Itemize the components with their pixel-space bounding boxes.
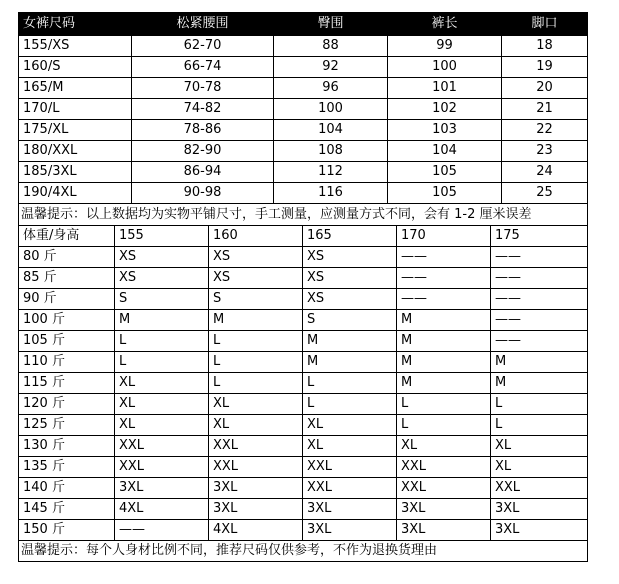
measurement-cell: 103 (388, 120, 502, 141)
recommended-size-cell: 4XL (209, 520, 303, 541)
recommended-size-cell: M (491, 373, 588, 394)
recommended-size-cell: L (491, 394, 588, 415)
size-label-cell: 190/4XL (19, 183, 132, 204)
fit-table-header-cell: 170 (397, 226, 491, 247)
table-row (19, 289, 588, 310)
recommended-size-cell: XXL (303, 457, 397, 478)
weight-label-cell: 100 斤 (19, 310, 115, 331)
table-row (19, 99, 588, 120)
weight-label-cell: 140 斤 (19, 478, 115, 499)
fit-table-header-cell: 155 (115, 226, 209, 247)
recommended-size-cell: XXL (397, 457, 491, 478)
recommended-size-cell: —— (397, 268, 491, 289)
measurement-cell: 104 (274, 120, 388, 141)
table-row (19, 36, 588, 57)
measurement-cell: 74-82 (132, 99, 274, 120)
table-row (19, 247, 588, 268)
size-table-header (19, 13, 588, 36)
recommended-size-cell: L (397, 394, 491, 415)
size-table-header-cell: 裤长 (388, 13, 502, 36)
weight-label-cell: 115 斤 (19, 373, 115, 394)
measurement-cell: 105 (388, 183, 502, 204)
size-table-header-cell: 女裤尺码 (19, 13, 132, 36)
recommended-size-cell: L (209, 352, 303, 373)
measurement-cell: 112 (274, 162, 388, 183)
recommended-size-cell: XL (115, 415, 209, 436)
measurement-cell: 116 (274, 183, 388, 204)
recommended-size-cell: M (303, 352, 397, 373)
size-table-header-cell: 松紧腰围 (132, 13, 274, 36)
recommended-size-cell: XL (303, 436, 397, 457)
recommended-size-cell: XL (397, 436, 491, 457)
recommended-size-cell: XXL (115, 457, 209, 478)
recommended-size-cell: 3XL (303, 520, 397, 541)
table-row (19, 352, 588, 373)
size-label-cell: 165/M (19, 78, 132, 99)
measurement-cell: 108 (274, 141, 388, 162)
recommended-size-cell: —— (491, 310, 588, 331)
recommended-size-cell: XXL (303, 478, 397, 499)
recommended-size-cell: XXL (491, 478, 588, 499)
measurement-cell: 101 (388, 78, 502, 99)
weight-label-cell: 120 斤 (19, 394, 115, 415)
recommended-size-cell: 3XL (397, 520, 491, 541)
table-row (19, 141, 588, 162)
measurement-cell: 100 (388, 57, 502, 78)
recommended-size-cell: XL (115, 394, 209, 415)
recommended-size-cell: XL (491, 436, 588, 457)
measurement-cell: 99 (388, 36, 502, 57)
table-row (19, 478, 588, 499)
recommended-size-cell: 3XL (209, 499, 303, 520)
recommended-size-cell: —— (491, 331, 588, 352)
table-row (19, 394, 588, 415)
weight-label-cell: 130 斤 (19, 436, 115, 457)
table-row (19, 457, 588, 478)
recommended-size-cell: 3XL (303, 499, 397, 520)
measurement-cell: 96 (274, 78, 388, 99)
measurement-cell: 100 (274, 99, 388, 120)
recommended-size-cell: XS (209, 268, 303, 289)
measurement-cell: 90-98 (132, 183, 274, 204)
table-row (19, 57, 588, 78)
fit-note: 温馨提示：每个人身材比例不同，推荐尺码仅供参考，不作为退换货理由 (19, 541, 588, 562)
size-label-cell: 180/XXL (19, 141, 132, 162)
table-row (19, 120, 588, 141)
recommended-size-cell: L (397, 415, 491, 436)
recommended-size-cell: XL (303, 415, 397, 436)
table-row (19, 499, 588, 520)
fit-note-row (19, 541, 588, 562)
recommended-size-cell: —— (115, 520, 209, 541)
recommended-size-cell: M (115, 310, 209, 331)
recommended-size-cell: XXL (115, 436, 209, 457)
table-row (19, 310, 588, 331)
weight-label-cell: 150 斤 (19, 520, 115, 541)
recommended-size-cell: XXL (209, 436, 303, 457)
recommended-size-cell: L (303, 373, 397, 394)
fit-table-header (19, 226, 588, 247)
weight-label-cell: 85 斤 (19, 268, 115, 289)
recommended-size-cell: XS (303, 289, 397, 310)
size-note: 温馨提示：以上数据均为实物平铺尺寸，手工测量，应测量方式不同，会有 1-2 厘米误差 (19, 204, 588, 226)
table-row (19, 183, 588, 204)
measurement-cell: 62-70 (132, 36, 274, 57)
recommended-size-cell: —— (397, 247, 491, 268)
recommended-size-cell: XXL (397, 478, 491, 499)
recommended-size-cell: M (209, 310, 303, 331)
measurement-cell: 19 (502, 57, 588, 78)
table-row (19, 520, 588, 541)
measurement-cell: 86-94 (132, 162, 274, 183)
fit-table-header-cell: 175 (491, 226, 588, 247)
measurement-cell: 24 (502, 162, 588, 183)
measurement-cell: 92 (274, 57, 388, 78)
measurement-cell: 104 (388, 141, 502, 162)
measurement-cell: 25 (502, 183, 588, 204)
recommended-size-cell: S (115, 289, 209, 310)
recommended-size-cell: 3XL (491, 520, 588, 541)
recommended-size-cell: XL (209, 394, 303, 415)
table-row (19, 78, 588, 99)
measurement-cell: 88 (274, 36, 388, 57)
measurement-cell: 23 (502, 141, 588, 162)
size-label-cell: 160/S (19, 57, 132, 78)
recommended-size-cell: XL (209, 415, 303, 436)
recommended-size-cell: XS (209, 247, 303, 268)
weight-label-cell: 80 斤 (19, 247, 115, 268)
recommended-size-cell: M (397, 352, 491, 373)
measurement-cell: 70-78 (132, 78, 274, 99)
size-label-cell: 175/XL (19, 120, 132, 141)
fit-table-header-cell: 160 (209, 226, 303, 247)
fit-table-header-cell: 165 (303, 226, 397, 247)
measurement-cell: 18 (502, 36, 588, 57)
recommended-size-cell: M (397, 373, 491, 394)
size-chart (18, 12, 587, 562)
recommended-size-cell: 3XL (397, 499, 491, 520)
recommended-size-cell: 3XL (209, 478, 303, 499)
measurement-cell: 102 (388, 99, 502, 120)
recommended-size-cell: XXL (209, 457, 303, 478)
measurement-cell: 78-86 (132, 120, 274, 141)
table-row (19, 415, 588, 436)
size-table-header-cell: 臀围 (274, 13, 388, 36)
table-row (19, 162, 588, 183)
size-label-cell: 170/L (19, 99, 132, 120)
recommended-size-cell: 3XL (115, 478, 209, 499)
recommended-size-cell: XL (491, 457, 588, 478)
size-label-cell: 155/XS (19, 36, 132, 57)
recommended-size-cell: —— (397, 289, 491, 310)
size-table-header-cell: 脚口 (502, 13, 588, 36)
recommended-size-cell: 4XL (115, 499, 209, 520)
recommended-size-cell: —— (491, 268, 588, 289)
recommended-size-cell: S (303, 310, 397, 331)
measurement-cell: 22 (502, 120, 588, 141)
recommended-size-cell: XS (115, 268, 209, 289)
recommended-size-cell: M (397, 331, 491, 352)
table-row (19, 331, 588, 352)
weight-label-cell: 110 斤 (19, 352, 115, 373)
size-label-cell: 185/3XL (19, 162, 132, 183)
recommended-size-cell: L (209, 373, 303, 394)
measurement-cell: 66-74 (132, 57, 274, 78)
recommended-size-cell: L (303, 394, 397, 415)
recommended-size-cell: XL (115, 373, 209, 394)
recommended-size-cell: L (209, 331, 303, 352)
recommended-size-cell: XS (115, 247, 209, 268)
table-row (19, 268, 588, 289)
measurement-cell: 20 (502, 78, 588, 99)
recommended-size-cell: M (303, 331, 397, 352)
size-table (18, 12, 588, 226)
weight-label-cell: 125 斤 (19, 415, 115, 436)
recommended-size-cell: —— (491, 289, 588, 310)
weight-label-cell: 145 斤 (19, 499, 115, 520)
recommended-size-cell: 3XL (491, 499, 588, 520)
recommended-size-cell: M (491, 352, 588, 373)
size-note-row (19, 204, 588, 226)
recommended-size-cell: XS (303, 268, 397, 289)
recommended-size-cell: —— (491, 247, 588, 268)
fit-table (18, 225, 588, 562)
recommended-size-cell: S (209, 289, 303, 310)
recommended-size-cell: L (115, 352, 209, 373)
recommended-size-cell: L (491, 415, 588, 436)
measurement-cell: 82-90 (132, 141, 274, 162)
measurement-cell: 21 (502, 99, 588, 120)
recommended-size-cell: M (397, 310, 491, 331)
table-row (19, 373, 588, 394)
weight-label-cell: 105 斤 (19, 331, 115, 352)
table-row (19, 436, 588, 457)
weight-label-cell: 90 斤 (19, 289, 115, 310)
measurement-cell: 105 (388, 162, 502, 183)
recommended-size-cell: XS (303, 247, 397, 268)
weight-label-cell: 135 斤 (19, 457, 115, 478)
recommended-size-cell: L (115, 331, 209, 352)
fit-table-header-cell: 体重/身高 (19, 226, 115, 247)
